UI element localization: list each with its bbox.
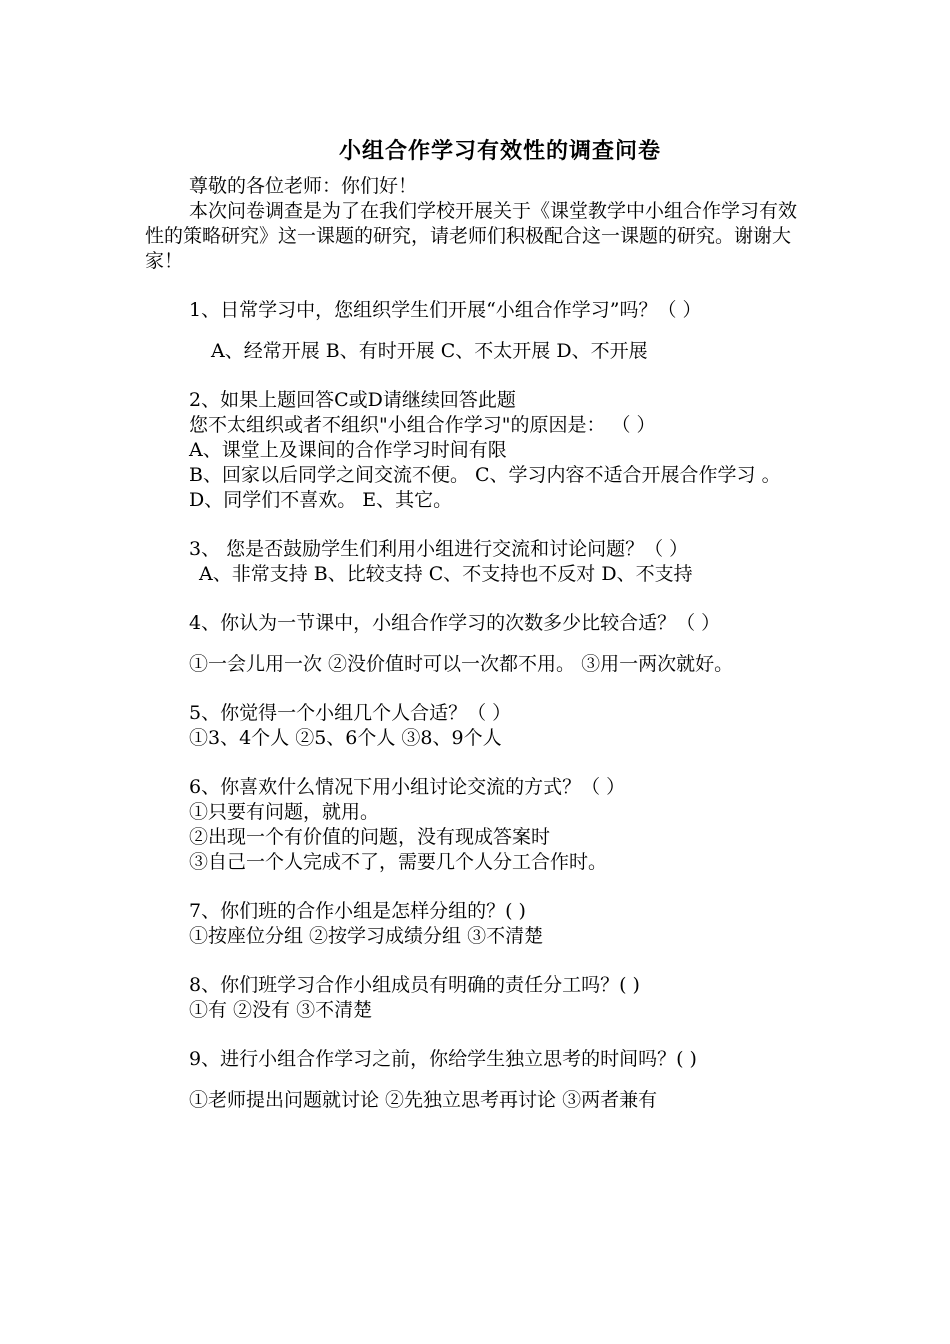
question-8-options: ①有 ②没有 ③不清楚 (189, 999, 373, 1021)
question-1-options: A、经常开展 B、有时开展 C、不太开展 D、不开展 (211, 340, 648, 362)
question-1: 1、日常学习中，您组织学生们开展“小组合作学习”吗？（ ） (189, 299, 702, 321)
document-body (145, 174, 810, 1113)
intro-paragraph: 本次问卷调查是为了在我们学校开展关于《课堂教学中小组合作学习有效性的策略研究》这一课题的研究，请老师们积极配合这一课题的研究。谢谢大家！ (145, 200, 798, 272)
question-5: 5、你觉得一个小组几个人合适？（ ） (189, 702, 512, 724)
question-2-sub: 您不太组织或者不组织"小组合作学习"的原因是： （ ） (189, 414, 656, 436)
question-2-option-bc: B、回家以后同学之间交流不便。 C、学习内容不适合开展合作学习 。 (189, 464, 781, 486)
question-2-option-a: A、课堂上及课间的合作学习时间有限 (189, 439, 507, 461)
greeting: 尊敬的各位老师：你们好！ (189, 175, 418, 197)
document-title: 小组合作学习有效性的调查问卷 (338, 138, 661, 164)
question-2-option-de: D、同学们不喜欢。 E、其它。 (189, 489, 453, 511)
question-2: 2、如果上题回答C或D请继续回答此题 (189, 389, 516, 411)
question-5-options: ①3、4个人 ②5、6个人 ③8、9个人 (189, 727, 502, 749)
question-4-options: ①一会儿用一次 ②没价值时可以一次都不用。 ③用一两次就好。 (189, 653, 734, 675)
question-6-option-2: ②出现一个有价值的问题，没有现成答案时 (189, 826, 551, 848)
question-4: 4、你认为一节课中，小组合作学习的次数多少比较合适？（ ） (189, 612, 721, 634)
question-8: 8、你们班学习合作小组成员有明确的责任分工吗？( ) (189, 974, 640, 996)
question-7: 7、你们班的合作小组是怎样分组的？( ) (189, 900, 526, 922)
question-9-options: ①老师提出问题就讨论 ②先独立思考再讨论 ③两者兼有 (189, 1089, 658, 1111)
question-7-options: ①按座位分组 ②按学习成绩分组 ③不清楚 (189, 925, 544, 947)
question-6: 6、你喜欢什么情况下用小组讨论交流的方式？（ ） (189, 776, 626, 798)
question-3: 3、 您是否鼓励学生们利用小组进行交流和讨论问题？（ ） (189, 538, 689, 560)
question-9: 9、进行小组合作学习之前，你给学生独立思考的时间吗？( ) (189, 1048, 697, 1070)
question-6-option-3: ③自己一个人完成不了，需要几个人分工合作时。 (189, 851, 608, 873)
question-6-option-1: ①只要有问题，就用。 (189, 801, 380, 823)
question-3-options: A、非常支持 B、比较支持 C、不支持也不反对 D、不支持 (199, 563, 693, 585)
